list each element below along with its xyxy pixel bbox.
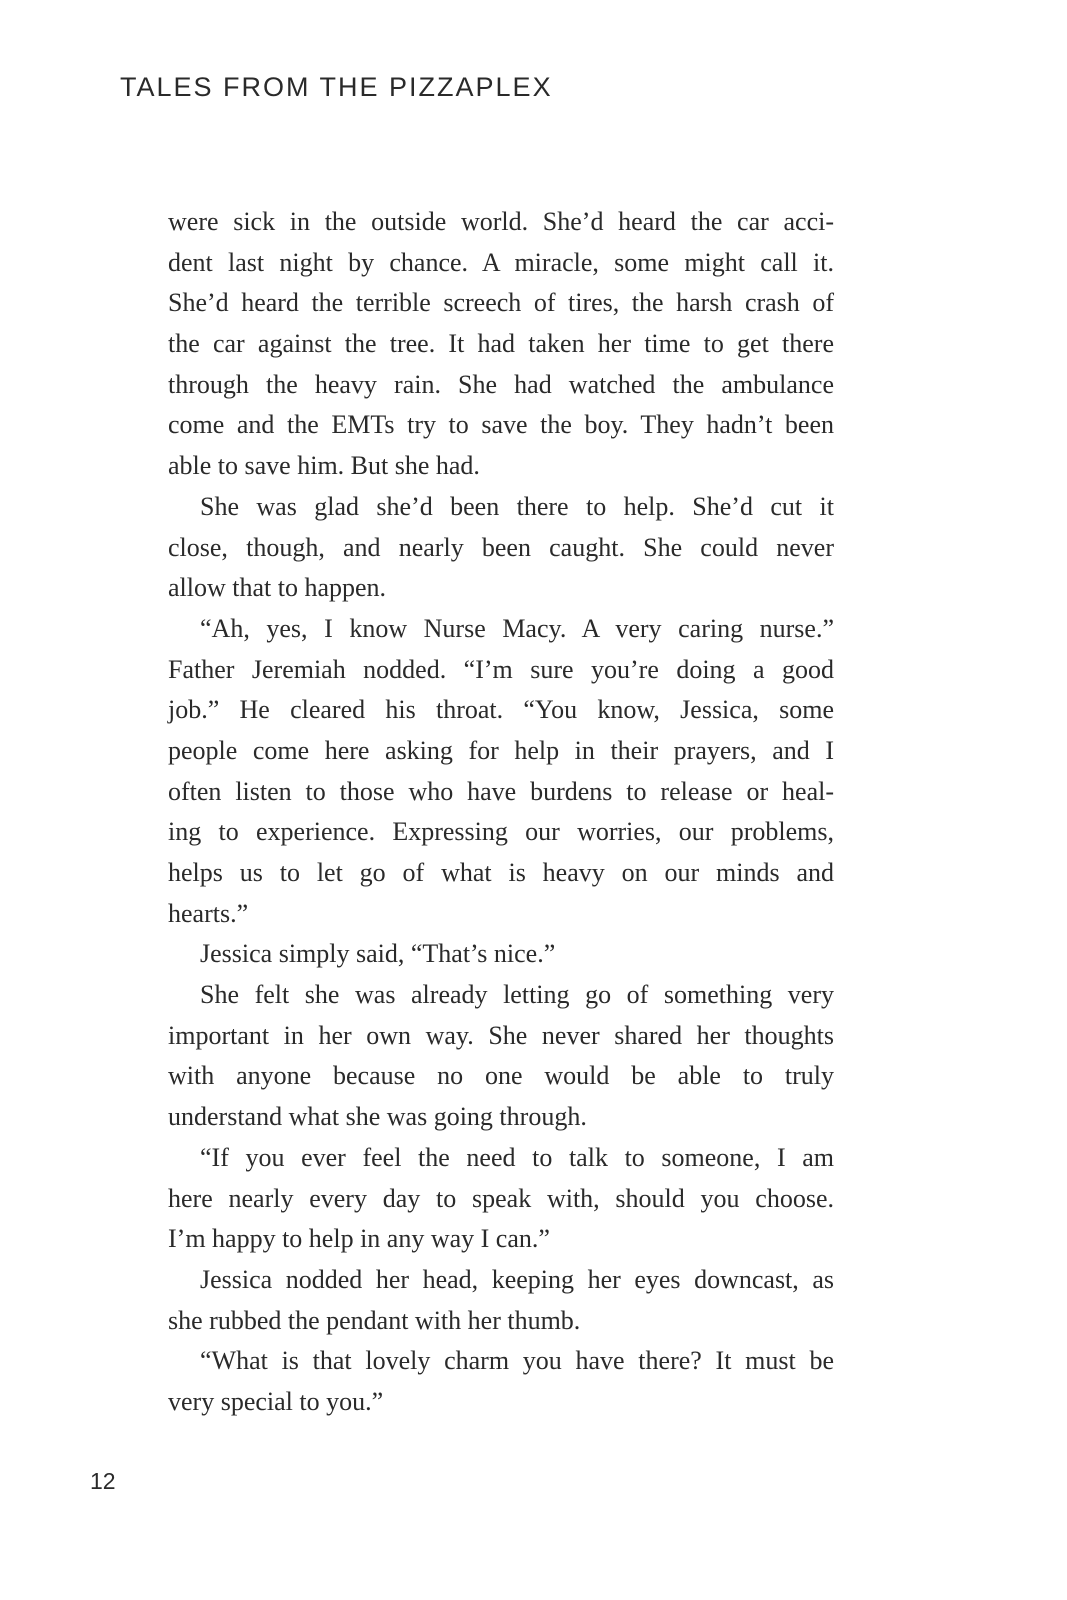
text-line: dent last night by chance. A miracle, some might call it. xyxy=(168,247,834,277)
body-text xyxy=(168,202,834,1423)
text-line: she rubbed the pendant with her thumb. xyxy=(168,1305,581,1335)
text-line: were sick in the outside world. She’d heard the car acci- xyxy=(168,207,834,236)
text-line: Father Jeremiah nodded. “I’m sure you’re doing a good xyxy=(168,654,834,684)
text-line: Jessica simply said, “That’s nice.” xyxy=(200,939,556,969)
text-line: able to save him. But she had. xyxy=(168,451,480,481)
text-line: She was glad she’d been there to help. She’d cut it xyxy=(200,491,834,521)
text-line: She’d heard the terrible screech of tires, the harsh crash of xyxy=(168,288,834,318)
text-line: very special to you.” xyxy=(168,1386,384,1416)
text-line: “If you ever feel the need to talk to someone, I am xyxy=(200,1142,834,1172)
text-line: “What is that lovely charm you have there? It must be xyxy=(200,1346,834,1376)
text-line: ing to experience. Expressing our worries, our problems, xyxy=(168,817,834,847)
text-line: through the heavy rain. She had watched the ambulance xyxy=(168,369,834,399)
text-line: important in her own way. She never shared her thoughts xyxy=(168,1020,834,1050)
text-line: people come here asking for help in their prayers, and I xyxy=(168,735,834,765)
text-line: Jessica nodded her head, keeping her eyes downcast, as xyxy=(200,1264,834,1294)
text-line: hearts.” xyxy=(168,898,249,928)
text-line: come and the EMTs try to save the boy. They hadn’t been xyxy=(168,410,834,440)
text-line: close, though, and nearly been caught. She could never xyxy=(168,532,834,562)
running-head: TALES FROM THE PIZZAPLEX xyxy=(120,72,553,102)
text-line: helps us to let go of what is heavy on our minds and xyxy=(168,858,834,887)
text-line: with anyone because no one would be able to truly xyxy=(168,1061,834,1091)
text-line: allow that to happen. xyxy=(168,573,387,603)
text-line: the car against the tree. It had taken her time to get there xyxy=(168,329,834,359)
text-line: understand what she was going through. xyxy=(168,1102,587,1132)
text-line: often listen to those who have burdens to release or heal- xyxy=(168,776,834,806)
text-line: I’m happy to help in any way I can.” xyxy=(168,1224,550,1254)
text-line: “Ah, yes, I know Nurse Macy. A very caring nurse.” xyxy=(200,613,834,643)
text-line: job.” He cleared his throat. “You know, Jessica, some xyxy=(168,695,834,725)
text-line: She felt she was already letting go of something very xyxy=(200,980,834,1010)
text-line: here nearly every day to speak with, should you choose. xyxy=(168,1183,834,1213)
page-number: 12 xyxy=(90,1468,116,1494)
